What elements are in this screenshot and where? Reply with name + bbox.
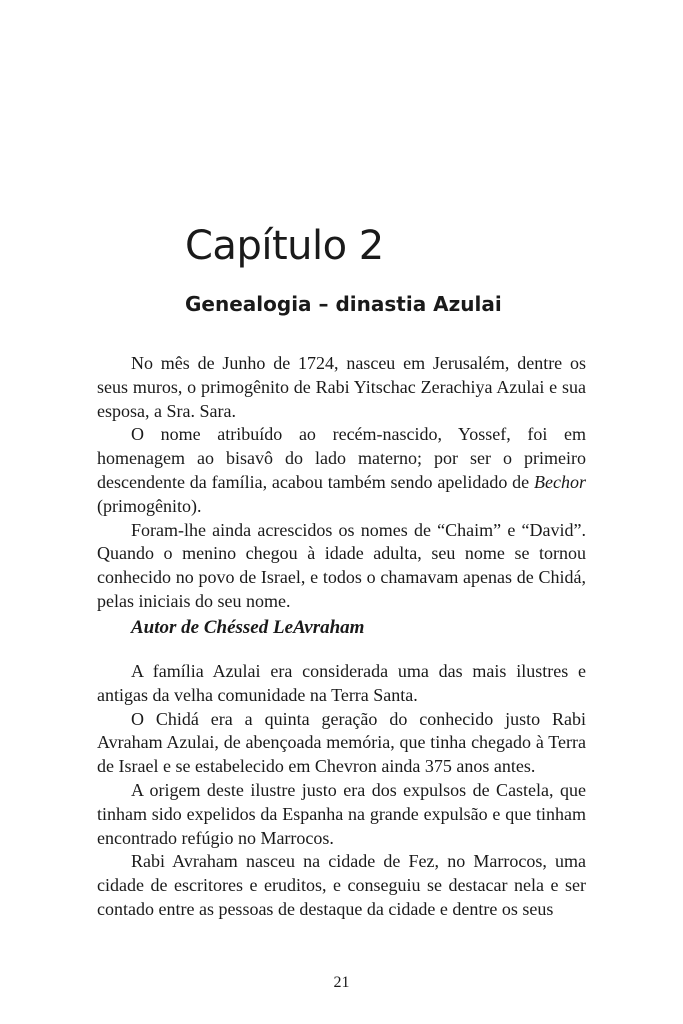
paragraph-text: (primogênito). <box>97 495 202 516</box>
chapter-title: Capítulo 2 <box>185 223 384 269</box>
section-text <box>97 660 586 922</box>
chapter-subtitle: Genealogia – dinastia Azulai <box>185 292 502 316</box>
paragraph: A origem deste ilustre justo era dos expulsos de Castela, que tinham sido expelidos da Espanha na grande expulsão e que tinham encontrado refúgio no Marrocos. <box>97 779 586 848</box>
paragraph: A família Azulai era considerada uma das mais ilustres e antigas da velha comunidade na Terra Santa. <box>97 661 586 705</box>
paragraph: Rabi Avraham nasceu na cidade de Fez, no Marrocos, uma cidade de escritores e eruditos, e conseguiu se destacar nela e ser contado entre as pessoas de destaque da cidade e dentre os seus <box>97 851 586 919</box>
paragraph-text: O nome atribuído ao recém-nascido, Yossef, foi em homenagem ao bisavô do lado materno; por ser o primeiro descendente da família, acabou também sendo apelidado de <box>97 424 586 492</box>
paragraph <box>97 423 586 518</box>
section-heading: Autor de Chéssed LeAvraham <box>131 617 365 638</box>
italic-term: Bechor <box>534 471 586 492</box>
paragraph: O Chidá era a quinta geração do conhecido justo Rabi Avraham Azulai, de abençoada memória, que tinha chegado à Terra de Israel e se estabelecido em Chevron ainda 375 anos antes. <box>97 708 586 777</box>
paragraph: Foram-lhe ainda acrescidos os nomes de “Chaim” e “David”. Quando o menino chegou à idade adulta, seu nome se tornou conhecido no povo de Israel, e todos o chamavam apenas de Chidá, pelas iniciais do seu nome. <box>97 519 586 611</box>
page-number: 21 <box>333 974 350 991</box>
paragraph: No mês de Junho de 1724, nasceu em Jerusalém, dentre os seus muros, o primogênito de Rabi Yitschac Zerachiya Azulai e sua esposa, a Sra. Sara. <box>97 353 586 421</box>
intro-text <box>97 352 586 614</box>
